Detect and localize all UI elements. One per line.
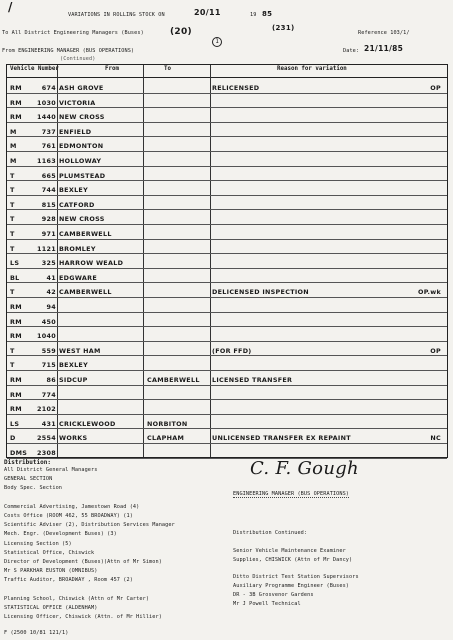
- signature: C. F. Gough: [250, 458, 359, 479]
- vehicle-number: 1040: [37, 332, 56, 341]
- vehicle-number: 715: [41, 361, 56, 370]
- table-row: [7, 239, 447, 255]
- from-garage: PLUMSTEAD: [59, 171, 106, 180]
- vehicle-type: T: [10, 186, 15, 195]
- table-row: [7, 370, 447, 386]
- vehicle-number: 2102: [37, 405, 56, 414]
- table-row: [7, 151, 447, 167]
- vehicle-type: RM: [10, 317, 22, 326]
- status-code: NC: [430, 434, 441, 443]
- from-garage: SIDCUP: [59, 376, 88, 384]
- distribution-line: Body Spec. Section: [4, 485, 63, 492]
- vehicle-type: RM: [10, 98, 22, 107]
- table-row: [7, 341, 447, 357]
- distribution-line: Scientific Adviser (2), Distribution Services Manager: [4, 522, 175, 529]
- vehicle-number: 325: [41, 259, 56, 268]
- vehicle-type: T: [10, 288, 15, 297]
- distribution-line: Costs Office (ROOM 462, 55 BROADWAY) (1): [4, 513, 133, 519]
- vehicle-number: 674: [41, 84, 56, 92]
- vehicle-type: T: [10, 244, 15, 253]
- vehicle-type: RM: [10, 405, 22, 414]
- vehicle-number: 2308: [37, 449, 56, 457]
- recipient-line: To All District Engineering Managers (Buses): [2, 30, 144, 36]
- circled-number: 1: [212, 28, 222, 47]
- distribution-continued-heading: Distribution Continued:: [233, 530, 308, 536]
- vehicle-type: BL: [10, 273, 20, 282]
- handwritten-date: 20/11: [194, 8, 221, 17]
- vehicle-number: 41: [46, 273, 56, 282]
- vehicle-type: T: [10, 346, 15, 355]
- form-title: VARIATIONS IN ROLLING STOCK ON: [68, 12, 165, 18]
- to-garage: CLAPHAM: [147, 434, 185, 443]
- from-garage: WEST HAM: [59, 346, 101, 355]
- vehicle-type: LS: [10, 419, 20, 428]
- table-row: [7, 122, 447, 138]
- distribution-line: Senior Vehicle Maintenance Examiner: [233, 548, 346, 554]
- distribution-line: Ditto District Test Station Supervisors: [233, 574, 359, 581]
- status-code: OP: [430, 346, 441, 355]
- distribution-line: Mr S PARKHAR EUSTON (OMNIBUS): [4, 568, 98, 575]
- distribution-line: DR - 3B Grosvenor Gardens: [233, 592, 314, 598]
- from-garage: EDGWARE: [59, 273, 98, 282]
- vehicle-type: D: [10, 434, 16, 443]
- vehicle-number: 1030: [37, 98, 56, 107]
- handwritten-year: 85: [262, 10, 273, 18]
- from-garage: NEW CROSS: [59, 215, 105, 224]
- table-row: [7, 224, 447, 240]
- from-garage: HARROW WEALD: [59, 259, 124, 268]
- status-code: OP.wk: [417, 288, 441, 297]
- from-garage: CAMBERWELL: [59, 230, 112, 238]
- table-row: [7, 312, 447, 328]
- vehicle-type: T: [10, 230, 15, 238]
- vehicle-number: 431: [41, 419, 56, 428]
- table-row: [7, 107, 447, 123]
- vehicle-number: 744: [41, 186, 56, 195]
- vehicle-number: 42: [46, 288, 56, 297]
- table-row: [7, 355, 447, 371]
- vehicle-number: 450: [41, 317, 56, 326]
- vehicle-type: RM: [10, 332, 22, 341]
- table-row: [7, 166, 447, 182]
- reason: LICENSED TRANSFER: [212, 376, 293, 384]
- corner-tick-mark: /: [8, 0, 13, 14]
- variations-table: [6, 64, 448, 458]
- from-garage: CRICKLEWOOD: [59, 419, 116, 428]
- reason: DELICENSED INSPECTION: [212, 288, 309, 297]
- distribution-line: STATISTICAL OFFICE (ALDENHAM): [4, 605, 98, 611]
- continued-note: (Continued): [60, 56, 96, 62]
- table-row: [7, 78, 447, 94]
- distribution-line: All District General Managers: [4, 467, 98, 473]
- vehicle-number: 2554: [37, 434, 56, 443]
- table-row: [7, 282, 447, 298]
- vehicle-number: 761: [41, 142, 56, 151]
- vehicle-type: M: [10, 127, 17, 136]
- status-code: OP: [430, 84, 441, 92]
- vehicle-number: 971: [41, 230, 56, 238]
- sender-line: From ENGINEERING MANAGER (BUS OPERATIONS): [2, 48, 135, 54]
- vehicle-type: RM: [10, 390, 22, 399]
- table-row: [7, 297, 447, 313]
- vehicle-number: 665: [41, 171, 56, 180]
- vehicle-type: T: [10, 171, 15, 180]
- from-garage: ASH GROVE: [59, 84, 104, 92]
- vehicle-type: LS: [10, 259, 20, 268]
- vehicle-number: 774: [41, 390, 56, 399]
- table-row: [7, 443, 447, 459]
- handwritten-sub-ref: (231): [272, 24, 295, 32]
- vehicle-number: 1121: [37, 244, 56, 253]
- from-garage: CATFORD: [59, 200, 95, 209]
- distribution-line: Commercial Advertising, Jamestown Road (4): [4, 503, 140, 510]
- date-value: 21/11/85: [364, 44, 404, 53]
- reason: UNLICENSED TRANSFER EX REPAINT: [212, 434, 351, 443]
- vehicle-type: RM: [10, 84, 22, 92]
- table-header: [7, 65, 447, 78]
- distribution-line: Traffic Auditor, BROADWAY , Room 457 (2): [4, 577, 133, 584]
- vehicle-type: RM: [10, 303, 22, 311]
- to-garage: NORBITON: [147, 419, 188, 428]
- table-row: [7, 326, 447, 342]
- col-reason: Reason for variation: [277, 66, 347, 72]
- vehicle-number: 94: [46, 303, 56, 311]
- recipient-count: (20): [170, 27, 192, 37]
- table-row: [7, 428, 447, 444]
- vehicle-type: M: [10, 142, 17, 151]
- distribution-line: Planning School, Chiswick (Attn of Mr Carter): [4, 595, 150, 602]
- table-row: [7, 195, 447, 211]
- table-row: [7, 414, 447, 430]
- vehicle-type: RM: [10, 113, 22, 122]
- from-garage: VICTORIA: [59, 98, 96, 107]
- table-row: [7, 209, 447, 225]
- distribution-line: Mech. Engr. (Development Buses) (3): [4, 531, 117, 538]
- vehicle-type: RM: [10, 376, 22, 384]
- table-row: [7, 136, 447, 152]
- reason: (FOR FFD): [212, 346, 252, 355]
- distribution-line: Licensing Section (5): [4, 540, 72, 547]
- col-from: From: [105, 66, 119, 72]
- distribution-line: Auxiliary Programme Engineer (Buses): [233, 583, 350, 590]
- from-garage: ENFIELD: [59, 127, 92, 136]
- to-garage: CAMBERWELL: [147, 376, 200, 384]
- vehicle-number: 1163: [37, 157, 56, 165]
- table-row: [7, 253, 447, 269]
- from-garage: BEXLEY: [59, 361, 89, 370]
- vehicle-number: 559: [41, 346, 56, 355]
- distribution-line: Licensing Officer, Chiswick (Attn. of Mr Hillier): [4, 614, 162, 621]
- table-row: [7, 93, 447, 109]
- from-garage: EDMONTON: [59, 142, 104, 151]
- year-prefix: 19: [250, 12, 257, 18]
- vehicle-number: 928: [41, 215, 56, 224]
- vehicle-type: T: [10, 215, 15, 224]
- table-row: [7, 268, 447, 284]
- reason: RELICENSED: [212, 84, 260, 92]
- signature-title: ENGINEERING MANAGER (BUS OPERATIONS): [233, 491, 350, 497]
- vehicle-number: 737: [41, 127, 56, 136]
- form-footer: F (2500 10/81 121/1): [4, 630, 69, 636]
- distribution-line: Director of Development (Buses)(Attn of Mr Simon): [4, 559, 162, 565]
- vehicle-number: 815: [41, 200, 56, 209]
- table-row: [7, 399, 447, 415]
- vehicle-type: M: [10, 157, 17, 165]
- distribution-line: Supplies, CHISWICK (Attn of Mr Dancy): [233, 556, 353, 563]
- distribution-line: Mr J Powell Technical: [233, 600, 301, 607]
- table-row: [7, 180, 447, 196]
- col-to: To: [164, 66, 171, 72]
- from-garage: HOLLOWAY: [59, 157, 102, 165]
- from-garage: BEXLEY: [59, 186, 89, 195]
- distribution-heading: Distribution:: [4, 459, 51, 466]
- from-garage: NEW CROSS: [59, 113, 105, 122]
- table-row: [7, 385, 447, 401]
- distribution-line: Statistical Office, Chiswick: [4, 549, 95, 556]
- distribution-line: GENERAL SECTION: [4, 476, 53, 483]
- vehicle-type: DMS: [10, 449, 28, 457]
- date-label: Date:: [343, 48, 360, 54]
- from-garage: WORKS: [59, 434, 88, 443]
- from-garage: BROMLEY: [59, 244, 96, 253]
- vehicle-number: 86: [46, 376, 56, 384]
- from-garage: CAMBERWELL: [59, 288, 112, 297]
- vehicle-type: T: [10, 200, 15, 209]
- col-vehicle-number: Vehicle Number: [10, 66, 59, 72]
- reference-label: Reference 103/1/: [358, 30, 410, 36]
- vehicle-type: T: [10, 361, 15, 370]
- vehicle-number: 1440: [37, 113, 56, 122]
